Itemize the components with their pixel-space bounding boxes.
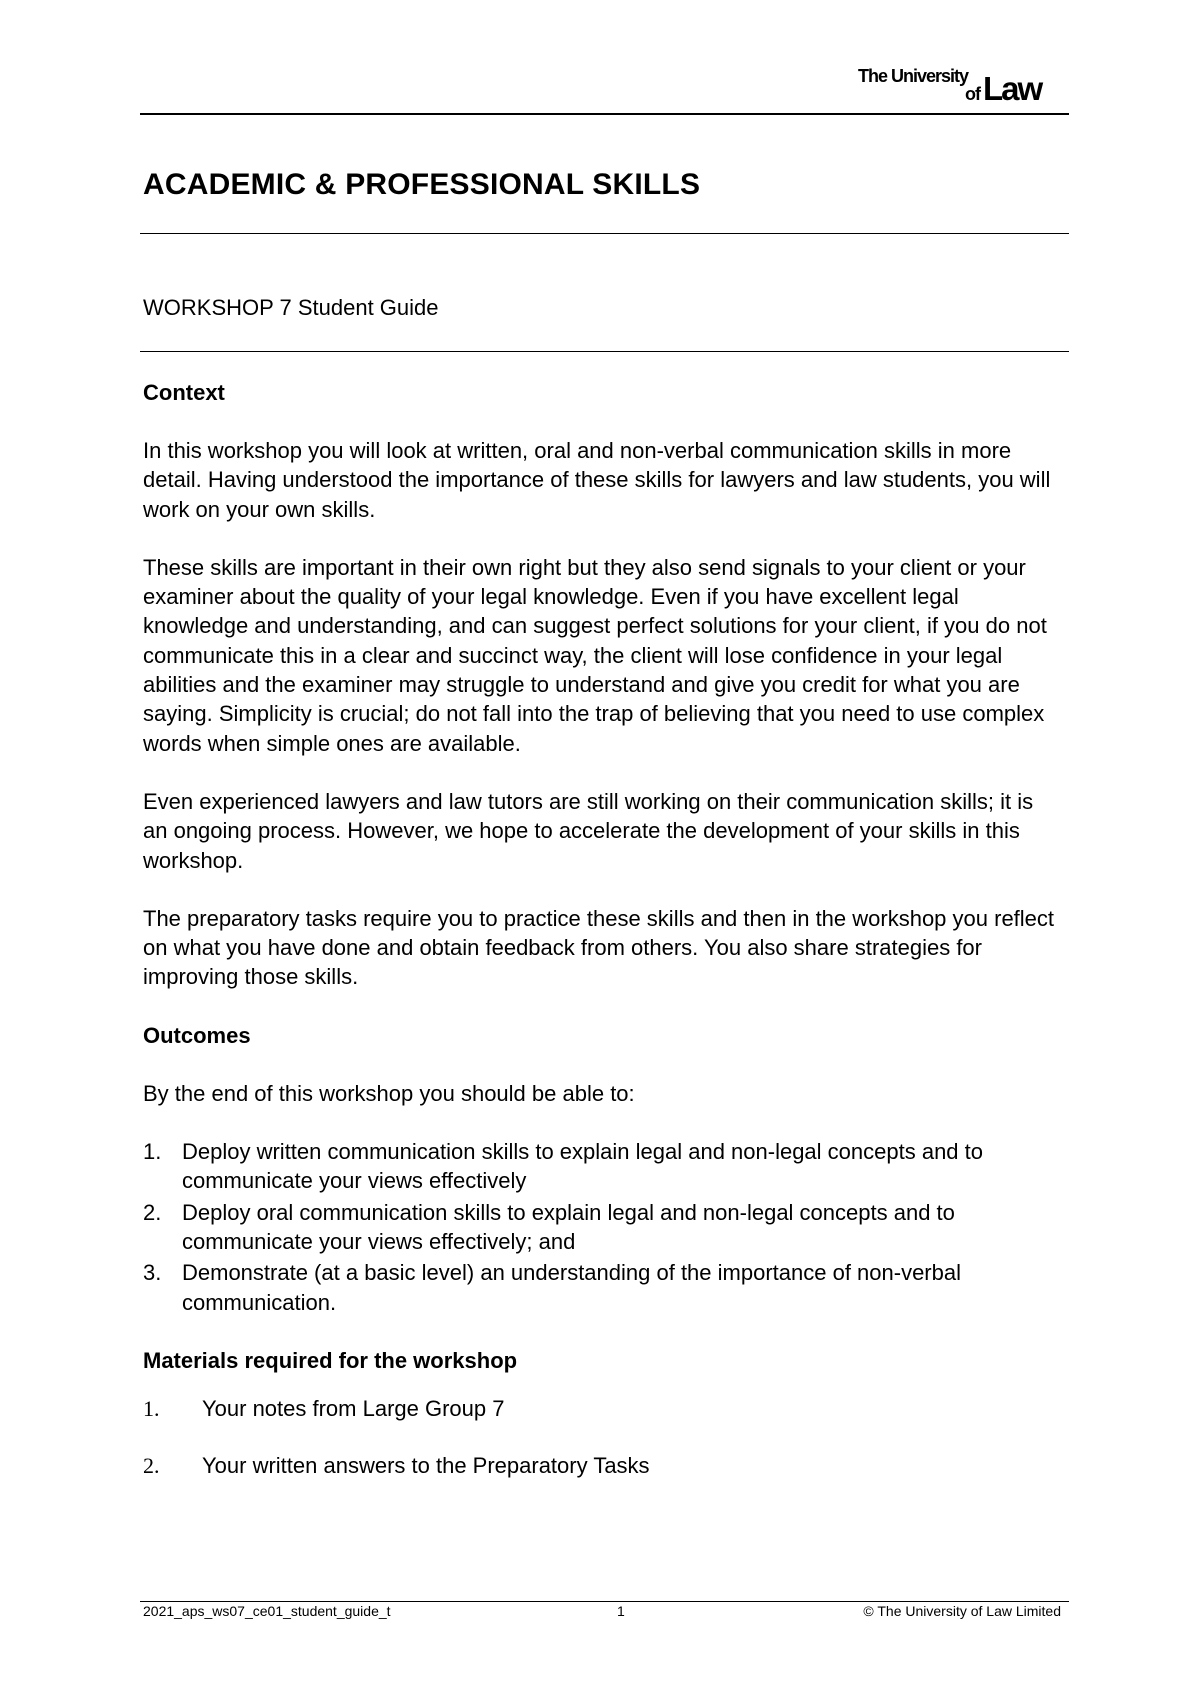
list-number: 1. bbox=[143, 1139, 162, 1165]
context-paragraph: These skills are important in their own right but they also send signals to your client or your examiner about the quality of your legal knowledge. Even if you have excellent legal knowledge and understanding, and can suggest perfect solutions for your client, if you do not communicate this in a clear and succinct way, the client will lose confidence in your legal abilities and the examiner may struggle to understand and give you credit for what you are saying. Simplicity is crucial; do not fall into the trap of believing that you need to use complex words when simple ones are available. bbox=[143, 554, 1047, 756]
main-content bbox=[143, 378, 1063, 1508]
logo-line-2: of bbox=[965, 84, 980, 104]
list-number: 2. bbox=[143, 1453, 160, 1479]
context-paragraph: In this workshop you will look at written, oral and non-verbal communication skills in more detail. Having understood the importance of these skills for lawyers and law students, you will work on your own skills. bbox=[143, 438, 1051, 522]
title-divider bbox=[140, 233, 1069, 234]
list-item bbox=[143, 1394, 1063, 1423]
logo-line-1: The University bbox=[858, 66, 969, 86]
footer-copyright: © The University of Law Limited bbox=[863, 1603, 1061, 1619]
list-text: Your notes from Large Group 7 bbox=[202, 1395, 505, 1421]
context-paragraph: The preparatory tasks require you to practice these skills and then in the workshop you reflect on what you have done and obtain feedback from others. You also share strategies for improving those skills. bbox=[143, 905, 1055, 990]
university-of-law-logo bbox=[858, 66, 1068, 106]
logo-line-3: Law bbox=[983, 70, 1042, 107]
outcomes-list bbox=[143, 1137, 1063, 1317]
list-text: Deploy oral communication skills to explain legal and non-legal concepts and to communicate your views effectively; and bbox=[182, 1199, 955, 1254]
subtitle-divider bbox=[140, 351, 1069, 352]
list-item bbox=[143, 1258, 1063, 1317]
list-item bbox=[143, 1198, 1063, 1257]
footer-divider bbox=[140, 1601, 1069, 1602]
context-heading: Context bbox=[143, 380, 225, 405]
list-number: 2. bbox=[143, 1199, 162, 1225]
list-number: 3. bbox=[143, 1260, 162, 1286]
context-paragraph: Even experienced lawyers and law tutors are still working on their communication skills; it is an ongoing process. However, we hope to accelerate the development of your skills in this workshop. bbox=[143, 788, 1034, 873]
document-title: ACADEMIC & PROFESSIONAL SKILLS bbox=[143, 168, 701, 201]
list-text: Deploy written communication skills to explain legal and non-legal concepts and to communicate your views effectively bbox=[182, 1139, 984, 1194]
list-number: 1. bbox=[143, 1395, 160, 1421]
list-item bbox=[143, 1451, 1063, 1480]
outcomes-heading: Outcomes bbox=[143, 1022, 251, 1048]
document-subtitle: WORKSHOP 7 Student Guide bbox=[143, 295, 439, 320]
materials-heading: Materials required for the workshop bbox=[143, 1347, 518, 1373]
outcomes-intro: By the end of this workshop you should be able to: bbox=[143, 1080, 635, 1106]
footer-filename: 2021_aps_ws07_ce01_student_guide_t bbox=[143, 1603, 391, 1619]
materials-list bbox=[143, 1394, 1063, 1481]
list-text: Demonstrate (at a basic level) an understanding of the importance of non-verbal communication. bbox=[182, 1260, 961, 1315]
page-footer bbox=[143, 1603, 1061, 1621]
footer-page-number: 1 bbox=[617, 1603, 625, 1619]
list-text: Your written answers to the Preparatory Tasks bbox=[202, 1453, 650, 1479]
list-item bbox=[143, 1137, 1063, 1196]
header-divider bbox=[140, 113, 1069, 115]
